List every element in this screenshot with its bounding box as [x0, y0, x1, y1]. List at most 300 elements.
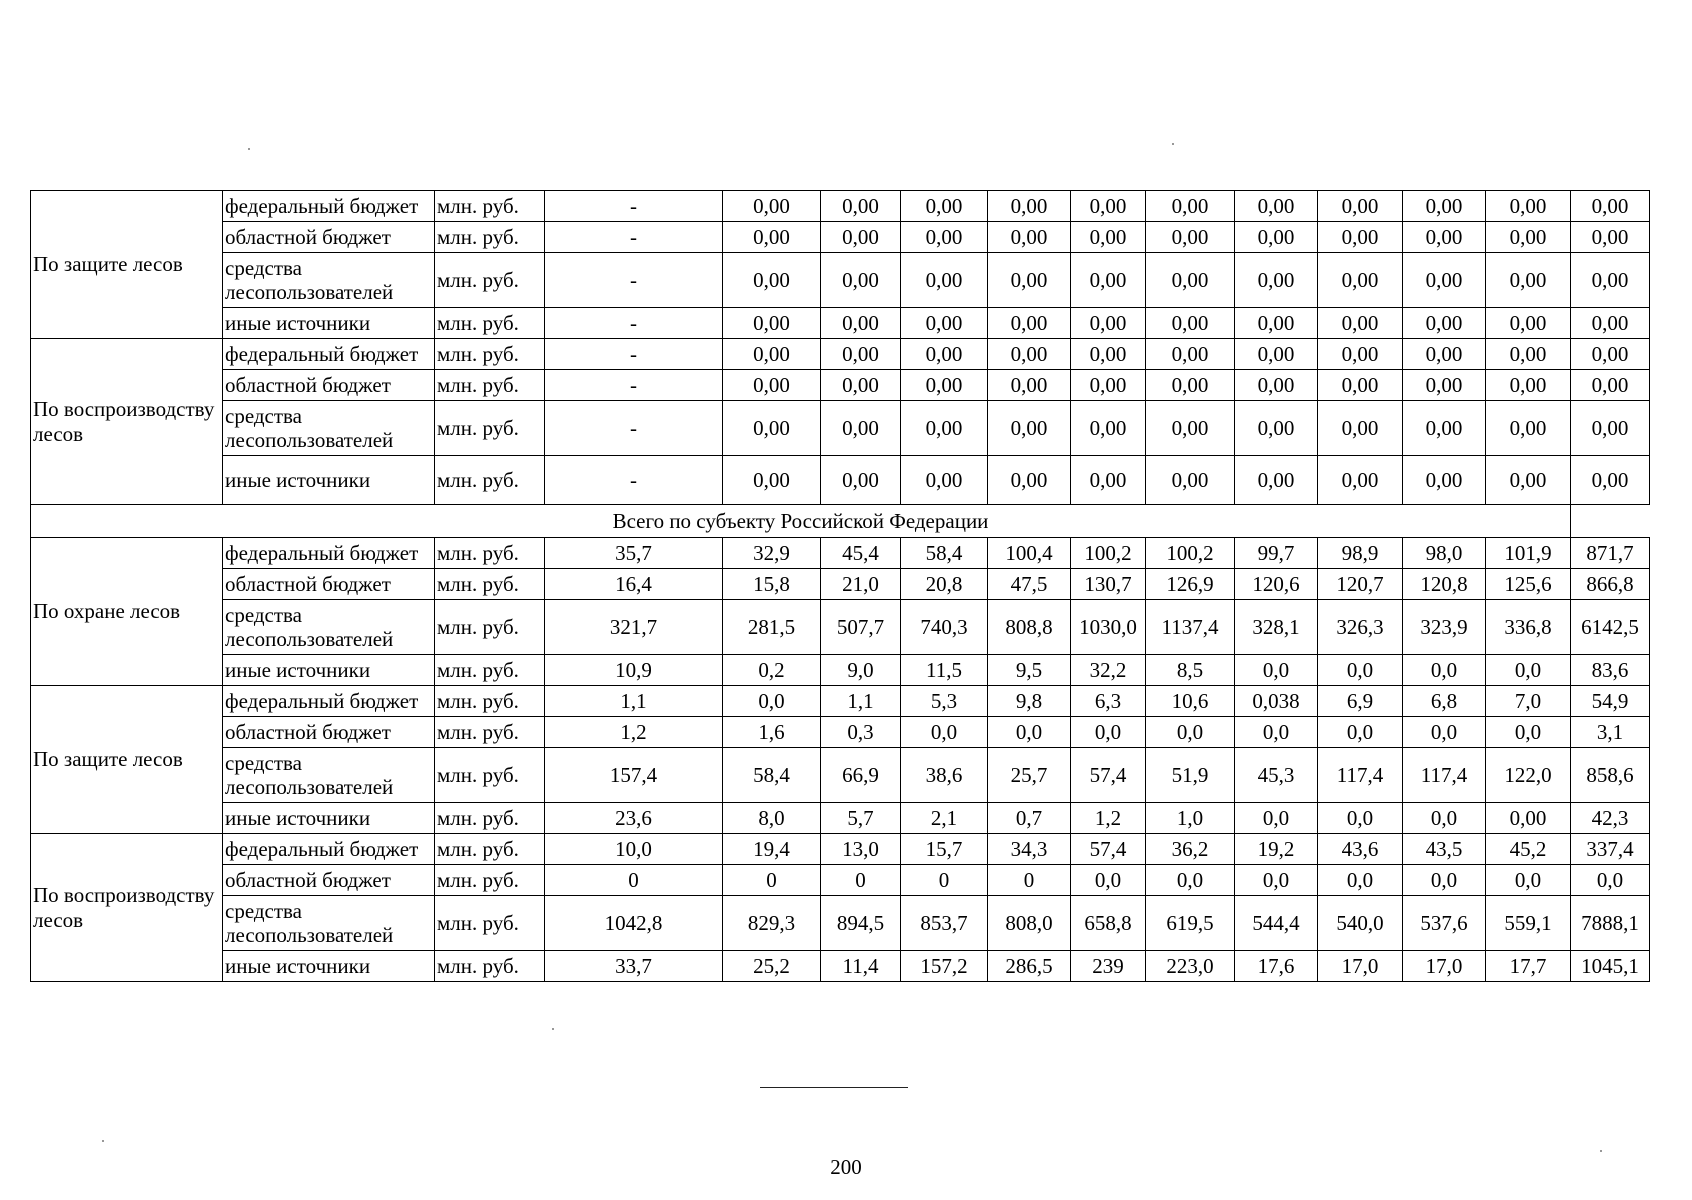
funding-source: областной бюджет [223, 569, 435, 600]
value-cell: 17,6 [1235, 951, 1318, 982]
funding-source: федеральный бюджет [223, 339, 435, 370]
value-cell: 66,9 [821, 748, 901, 803]
funding-source: иные источники [223, 308, 435, 339]
value-cell: 0,00 [723, 456, 821, 505]
value-cell: 6,3 [1071, 686, 1146, 717]
value-cell: 0,00 [901, 253, 988, 308]
value-cell: 0,0 [1486, 717, 1571, 748]
value-cell: 507,7 [821, 600, 901, 655]
value-cell: 3,1 [1571, 717, 1650, 748]
value-cell: 808,8 [988, 600, 1071, 655]
value-cell: 0,00 [1235, 222, 1318, 253]
value-cell: 559,1 [1486, 896, 1571, 951]
unit-cell: млн. руб. [435, 717, 545, 748]
funding-source: средства лесопользователей [223, 748, 435, 803]
value-cell: - [545, 339, 723, 370]
table-row [31, 339, 1650, 370]
value-cell: 323,9 [1403, 600, 1486, 655]
value-cell: 321,7 [545, 600, 723, 655]
section-label: По защите лесов [31, 191, 223, 339]
value-cell: 0,00 [901, 191, 988, 222]
value-cell: 0,00 [901, 456, 988, 505]
value-cell: - [545, 253, 723, 308]
value-cell: 20,8 [901, 569, 988, 600]
value-cell: 0,0 [1486, 655, 1571, 686]
value-cell: 16,4 [545, 569, 723, 600]
value-cell: 0,00 [988, 456, 1071, 505]
scan-speck [102, 1140, 104, 1142]
value-cell: 117,4 [1318, 748, 1403, 803]
funding-source: федеральный бюджет [223, 686, 435, 717]
value-cell: 0 [723, 865, 821, 896]
value-cell: 2,1 [901, 803, 988, 834]
value-cell: 0 [545, 865, 723, 896]
value-cell: 11,5 [901, 655, 988, 686]
value-cell: 0,00 [723, 401, 821, 456]
value-cell: 0,0 [988, 717, 1071, 748]
table-row [31, 803, 1650, 834]
value-cell: 0,00 [1146, 253, 1235, 308]
value-cell: 0,0 [1318, 717, 1403, 748]
table-row [31, 253, 1650, 308]
value-cell: 7,0 [1486, 686, 1571, 717]
value-cell: 0,00 [723, 222, 821, 253]
value-cell: 100,2 [1146, 538, 1235, 569]
value-cell: 45,2 [1486, 834, 1571, 865]
value-cell: 0,00 [1486, 401, 1571, 456]
unit-cell: млн. руб. [435, 655, 545, 686]
value-cell: 537,6 [1403, 896, 1486, 951]
value-cell: 0,0 [1146, 717, 1235, 748]
value-cell: 336,8 [1486, 600, 1571, 655]
value-cell: 0,00 [1318, 191, 1403, 222]
value-cell: 0,00 [988, 370, 1071, 401]
value-cell: 1042,8 [545, 896, 723, 951]
value-cell: 0,00 [1403, 401, 1486, 456]
value-cell: 0,00 [1571, 191, 1650, 222]
value-cell: 125,6 [1486, 569, 1571, 600]
table-row [31, 686, 1650, 717]
table-row [31, 834, 1650, 865]
table-row [31, 748, 1650, 803]
table-row [31, 401, 1650, 456]
funding-source: средства лесопользователей [223, 253, 435, 308]
funding-source: иные источники [223, 456, 435, 505]
value-cell: 0,00 [723, 191, 821, 222]
value-cell: 0,3 [821, 717, 901, 748]
value-cell: 99,7 [1235, 538, 1318, 569]
value-cell: 7888,1 [1571, 896, 1650, 951]
scan-speck [1600, 1150, 1602, 1152]
value-cell: 0,00 [1071, 308, 1146, 339]
value-cell: 0,00 [1486, 191, 1571, 222]
table-row [31, 717, 1650, 748]
value-cell: 120,7 [1318, 569, 1403, 600]
value-cell: 8,0 [723, 803, 821, 834]
value-cell: 0,00 [1071, 191, 1146, 222]
value-cell: 57,4 [1071, 748, 1146, 803]
value-cell: 0,00 [1318, 339, 1403, 370]
value-cell: 51,9 [1146, 748, 1235, 803]
value-cell: 126,9 [1146, 569, 1235, 600]
value-cell: 19,4 [723, 834, 821, 865]
value-cell: 0,00 [1571, 339, 1650, 370]
value-cell: 25,7 [988, 748, 1071, 803]
value-cell: 0,00 [1235, 401, 1318, 456]
value-cell: 43,6 [1318, 834, 1403, 865]
value-cell: 0,00 [1571, 370, 1650, 401]
value-cell: 866,8 [1571, 569, 1650, 600]
value-cell: 894,5 [821, 896, 901, 951]
value-cell: 0,0 [1403, 655, 1486, 686]
value-cell: 0,0 [1403, 717, 1486, 748]
table-row [31, 600, 1650, 655]
value-cell: 100,2 [1071, 538, 1146, 569]
value-cell: 0,00 [1318, 253, 1403, 308]
value-cell: 0,00 [1486, 339, 1571, 370]
value-cell: 829,3 [723, 896, 821, 951]
section-label: По воспроизводству лесов [31, 834, 223, 982]
value-cell: 239 [1071, 951, 1146, 982]
value-cell: 0,0 [1146, 865, 1235, 896]
value-cell: 21,0 [821, 569, 901, 600]
value-cell: 13,0 [821, 834, 901, 865]
value-cell: 25,2 [723, 951, 821, 982]
value-cell: 117,4 [1403, 748, 1486, 803]
value-cell: 0,00 [1146, 401, 1235, 456]
value-cell: 0,0 [1071, 865, 1146, 896]
table-row [31, 655, 1650, 686]
value-cell: 0,00 [1071, 401, 1146, 456]
value-cell: 0 [988, 865, 1071, 896]
value-cell: 0,00 [988, 253, 1071, 308]
value-cell: 1045,1 [1571, 951, 1650, 982]
value-cell: 19,2 [1235, 834, 1318, 865]
scan-speck [248, 148, 250, 150]
value-cell: 0,0 [1071, 717, 1146, 748]
value-cell: 0,00 [1318, 308, 1403, 339]
unit-cell: млн. руб. [435, 569, 545, 600]
value-cell: - [545, 456, 723, 505]
value-cell: 0,00 [1146, 222, 1235, 253]
unit-cell: млн. руб. [435, 370, 545, 401]
value-cell: 15,7 [901, 834, 988, 865]
value-cell: 0,00 [901, 401, 988, 456]
value-cell: 0,00 [988, 339, 1071, 370]
value-cell: 0,7 [988, 803, 1071, 834]
value-cell: 0,00 [901, 370, 988, 401]
value-cell: 0,0 [1235, 803, 1318, 834]
value-cell: 0,0 [1235, 865, 1318, 896]
value-cell: 0,00 [821, 308, 901, 339]
value-cell: 0,00 [1403, 456, 1486, 505]
value-cell: 9,5 [988, 655, 1071, 686]
value-cell: 0,00 [988, 308, 1071, 339]
value-cell: 658,8 [1071, 896, 1146, 951]
value-cell: 32,9 [723, 538, 821, 569]
value-cell: 0,00 [901, 308, 988, 339]
value-cell: 10,9 [545, 655, 723, 686]
value-cell: 0,00 [1146, 370, 1235, 401]
value-cell: 0,00 [1071, 456, 1146, 505]
value-cell: 0,00 [1235, 339, 1318, 370]
value-cell: 0,00 [1403, 308, 1486, 339]
unit-cell: млн. руб. [435, 600, 545, 655]
footer-rule [760, 1087, 908, 1088]
value-cell: 0,00 [1403, 222, 1486, 253]
value-cell: 0,00 [821, 222, 901, 253]
value-cell: 544,4 [1235, 896, 1318, 951]
value-cell: 853,7 [901, 896, 988, 951]
funding-source: федеральный бюджет [223, 191, 435, 222]
value-cell: 0,00 [723, 308, 821, 339]
value-cell: 871,7 [1571, 538, 1650, 569]
value-cell: 0,0 [901, 717, 988, 748]
value-cell: 0,0 [723, 686, 821, 717]
value-cell: 0,00 [1318, 401, 1403, 456]
value-cell: 0,00 [988, 222, 1071, 253]
value-cell: 32,2 [1071, 655, 1146, 686]
value-cell: 17,0 [1318, 951, 1403, 982]
table-row [31, 951, 1650, 982]
funding-source: областной бюджет [223, 370, 435, 401]
value-cell: 54,9 [1571, 686, 1650, 717]
value-cell: 0,00 [988, 191, 1071, 222]
value-cell: 38,6 [901, 748, 988, 803]
value-cell: 0,00 [821, 191, 901, 222]
table-row [31, 308, 1650, 339]
value-cell: 0,00 [1146, 308, 1235, 339]
unit-cell: млн. руб. [435, 748, 545, 803]
funding-source: средства лесопользователей [223, 896, 435, 951]
value-cell: 1,1 [821, 686, 901, 717]
table-row [31, 569, 1650, 600]
table-row [31, 370, 1650, 401]
value-cell: 0,00 [1486, 253, 1571, 308]
value-cell: 35,7 [545, 538, 723, 569]
table-row [31, 222, 1650, 253]
unit-cell: млн. руб. [435, 686, 545, 717]
value-cell: 0,00 [1235, 191, 1318, 222]
value-cell: - [545, 308, 723, 339]
scan-speck [1172, 143, 1174, 145]
value-cell: 619,5 [1146, 896, 1235, 951]
value-cell: 17,0 [1403, 951, 1486, 982]
value-cell: 100,4 [988, 538, 1071, 569]
value-cell: 337,4 [1571, 834, 1650, 865]
section-label: По защите лесов [31, 686, 223, 834]
value-cell: 0,00 [1318, 222, 1403, 253]
value-cell: 0,00 [1146, 456, 1235, 505]
value-cell: 0,00 [1571, 253, 1650, 308]
value-cell: 5,3 [901, 686, 988, 717]
value-cell: 0,00 [988, 401, 1071, 456]
value-cell: 0,00 [1071, 222, 1146, 253]
value-cell: 0,00 [1486, 308, 1571, 339]
unit-cell: млн. руб. [435, 803, 545, 834]
value-cell: 45,4 [821, 538, 901, 569]
value-cell: 47,5 [988, 569, 1071, 600]
funding-source: иные источники [223, 655, 435, 686]
value-cell: 0,00 [1403, 370, 1486, 401]
unit-cell: млн. руб. [435, 191, 545, 222]
unit-cell: млн. руб. [435, 401, 545, 456]
value-cell: 0,00 [1486, 803, 1571, 834]
value-cell: 8,5 [1146, 655, 1235, 686]
value-cell: 0,00 [1146, 339, 1235, 370]
value-cell: 0,00 [1318, 370, 1403, 401]
value-cell: 45,3 [1235, 748, 1318, 803]
unit-cell: млн. руб. [435, 456, 545, 505]
value-cell: 0,00 [901, 222, 988, 253]
section-label: По воспроизводству лесов [31, 339, 223, 505]
unit-cell: млн. руб. [435, 834, 545, 865]
value-cell: 0,00 [1486, 222, 1571, 253]
value-cell: 0,0 [1571, 865, 1650, 896]
value-cell: 34,3 [988, 834, 1071, 865]
value-cell: 0,0 [1486, 865, 1571, 896]
value-cell: 0,00 [1235, 456, 1318, 505]
value-cell: - [545, 191, 723, 222]
value-cell: 858,6 [1571, 748, 1650, 803]
value-cell: 0,038 [1235, 686, 1318, 717]
value-cell: 0,0 [1403, 865, 1486, 896]
value-cell: 1137,4 [1146, 600, 1235, 655]
value-cell: 0,0 [1235, 655, 1318, 686]
section-label: По охране лесов [31, 538, 223, 686]
page-number: 200 [830, 1155, 862, 1179]
value-cell: 43,5 [1403, 834, 1486, 865]
funding-source: областной бюджет [223, 865, 435, 896]
value-cell: 120,8 [1403, 569, 1486, 600]
value-cell: 101,9 [1486, 538, 1571, 569]
value-cell: - [545, 222, 723, 253]
funding-source: средства лесопользователей [223, 600, 435, 655]
total-heading-row [31, 505, 1650, 538]
value-cell: 326,3 [1318, 600, 1403, 655]
funding-source: областной бюджет [223, 222, 435, 253]
value-cell: 36,2 [1146, 834, 1235, 865]
value-cell: 0,00 [1071, 339, 1146, 370]
value-cell: 808,0 [988, 896, 1071, 951]
value-cell: 0,00 [821, 370, 901, 401]
value-cell: 9,0 [821, 655, 901, 686]
value-cell: 11,4 [821, 951, 901, 982]
value-cell: 0,00 [1403, 339, 1486, 370]
value-cell: 281,5 [723, 600, 821, 655]
value-cell: - [545, 401, 723, 456]
unit-cell: млн. руб. [435, 865, 545, 896]
unit-cell: млн. руб. [435, 538, 545, 569]
value-cell: 0,00 [1571, 456, 1650, 505]
value-cell: 0 [901, 865, 988, 896]
value-cell: 0,00 [1235, 308, 1318, 339]
value-cell: 1,1 [545, 686, 723, 717]
value-cell: 0,00 [1403, 191, 1486, 222]
value-cell: 328,1 [1235, 600, 1318, 655]
value-cell: 0,00 [723, 339, 821, 370]
value-cell: 0,00 [1486, 456, 1571, 505]
value-cell: 0,0 [1318, 655, 1403, 686]
value-cell: 0,00 [821, 253, 901, 308]
value-cell: 42,3 [1571, 803, 1650, 834]
value-cell: 0,00 [821, 456, 901, 505]
value-cell: 57,4 [1071, 834, 1146, 865]
value-cell: 0,0 [1235, 717, 1318, 748]
table-row [31, 538, 1650, 569]
value-cell: 0,0 [1318, 865, 1403, 896]
value-cell: 33,7 [545, 951, 723, 982]
value-cell: 740,3 [901, 600, 988, 655]
value-cell: 0,00 [1486, 370, 1571, 401]
value-cell: 15,8 [723, 569, 821, 600]
value-cell: 1,2 [1071, 803, 1146, 834]
funding-source: областной бюджет [223, 717, 435, 748]
value-cell: 58,4 [901, 538, 988, 569]
table-row [31, 896, 1650, 951]
value-cell: 0,00 [821, 401, 901, 456]
unit-cell: млн. руб. [435, 951, 545, 982]
funding-source: иные источники [223, 951, 435, 982]
value-cell: 0,00 [1571, 401, 1650, 456]
value-cell: 0,00 [1235, 253, 1318, 308]
value-cell: 1,6 [723, 717, 821, 748]
total-heading: Всего по субъекту Российской Федерации [31, 505, 1571, 538]
value-cell: 122,0 [1486, 748, 1571, 803]
value-cell: 0,2 [723, 655, 821, 686]
value-cell: 83,6 [1571, 655, 1650, 686]
value-cell: 98,9 [1318, 538, 1403, 569]
value-cell: 0,00 [723, 370, 821, 401]
value-cell: 6,9 [1318, 686, 1403, 717]
value-cell: 0,00 [1146, 191, 1235, 222]
funding-source: иные источники [223, 803, 435, 834]
unit-cell: млн. руб. [435, 339, 545, 370]
unit-cell: млн. руб. [435, 222, 545, 253]
value-cell: 130,7 [1071, 569, 1146, 600]
value-cell: 0,00 [1571, 308, 1650, 339]
value-cell: 23,6 [545, 803, 723, 834]
value-cell: 6142,5 [1571, 600, 1650, 655]
value-cell: 5,7 [821, 803, 901, 834]
value-cell: 540,0 [1318, 896, 1403, 951]
funding-source: федеральный бюджет [223, 834, 435, 865]
value-cell: 10,6 [1146, 686, 1235, 717]
value-cell: 0,00 [821, 339, 901, 370]
value-cell: 0,00 [723, 253, 821, 308]
value-cell: 0,00 [1235, 370, 1318, 401]
value-cell: 120,6 [1235, 569, 1318, 600]
value-cell: 157,4 [545, 748, 723, 803]
funding-source: федеральный бюджет [223, 538, 435, 569]
value-cell: 98,0 [1403, 538, 1486, 569]
value-cell: 1030,0 [1071, 600, 1146, 655]
value-cell: 1,0 [1146, 803, 1235, 834]
scan-speck [552, 1028, 554, 1030]
value-cell: 0 [821, 865, 901, 896]
value-cell: - [545, 370, 723, 401]
table-row [31, 191, 1650, 222]
unit-cell: млн. руб. [435, 896, 545, 951]
unit-cell: млн. руб. [435, 308, 545, 339]
value-cell: 223,0 [1146, 951, 1235, 982]
value-cell: 10,0 [545, 834, 723, 865]
value-cell: 6,8 [1403, 686, 1486, 717]
value-cell: 286,5 [988, 951, 1071, 982]
value-cell: 0,0 [1403, 803, 1486, 834]
value-cell: 9,8 [988, 686, 1071, 717]
table-row [31, 865, 1650, 896]
